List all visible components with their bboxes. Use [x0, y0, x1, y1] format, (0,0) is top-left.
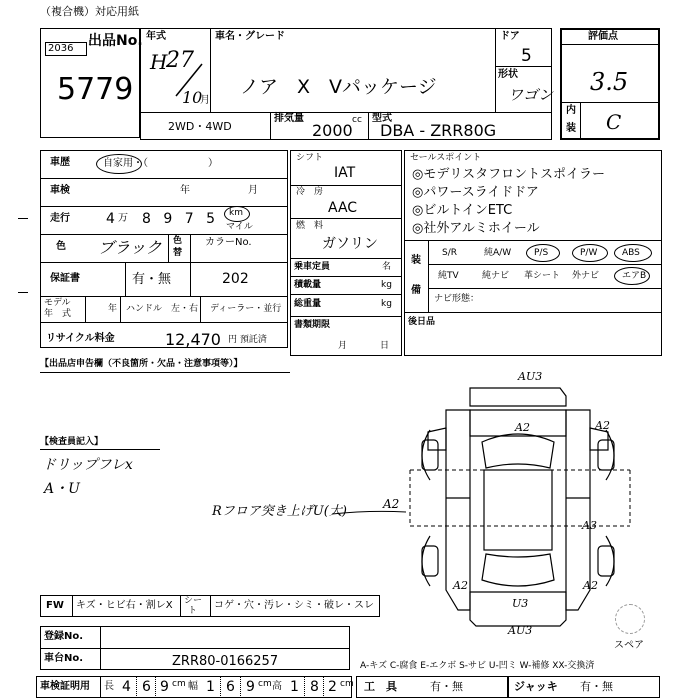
spare-label: スペア	[614, 640, 644, 651]
model-spec-label-1: モデル	[44, 298, 71, 308]
height-d2: 8	[310, 679, 319, 695]
history-box	[40, 150, 288, 348]
equip-label-2: 備	[411, 285, 421, 296]
sales-label: セールスポイント	[410, 153, 482, 163]
equip-pw: P/W	[580, 248, 598, 258]
mark-bottom: AU3	[508, 624, 533, 637]
inspector-label: 【検査員記入】	[40, 437, 104, 447]
inspection-label: 車検	[50, 185, 70, 196]
length-unit: cm	[172, 679, 186, 689]
inspector-a2-label: A2	[383, 497, 400, 511]
fuel-value: ガソリン	[322, 236, 378, 252]
interior-grade: C	[606, 110, 622, 134]
width-label: 幅	[188, 681, 198, 692]
fw-value: キズ・ヒビ右・割レX	[76, 600, 173, 611]
equip-genuine-navi: 純ナビ	[482, 271, 510, 281]
month-unit: 月	[200, 95, 210, 106]
history-label: 車歴	[50, 157, 70, 168]
reg-label: 登録No.	[44, 631, 84, 642]
fw-label: FW	[46, 600, 64, 611]
shift-label: シフト	[296, 153, 324, 163]
capacity-unit: 名	[382, 262, 392, 272]
length-d1: 4	[122, 679, 140, 695]
stamp-number: 2036	[48, 43, 74, 54]
cert-label: 車検証明用	[40, 681, 90, 692]
equip-sr: S/R	[442, 248, 457, 258]
gross-unit: kg	[381, 299, 392, 309]
lot-number: 5779	[57, 72, 134, 107]
model-spec-label-2: 年 式	[44, 309, 72, 319]
mileage-man-unit: 万	[118, 213, 128, 224]
gross-label: 総重量	[294, 299, 322, 309]
spare-tire-icon	[615, 604, 645, 634]
width-d2: 6	[226, 679, 235, 695]
seller-notes-label: 【出品店申告欄（不良箇所・欠品・注意事項等）】	[40, 359, 243, 369]
dealer-value: ディーラー・並行	[210, 304, 282, 314]
length-d2: 6	[142, 679, 151, 695]
seat-label-1: シー	[184, 596, 203, 606]
load-label: 積載量	[294, 280, 322, 290]
doc-day: 日	[380, 341, 390, 351]
mark-top: AU3	[518, 370, 543, 383]
jack-value: 有・無	[580, 680, 613, 693]
mileage-unit: km	[229, 208, 243, 218]
color-change-1: 色	[173, 236, 183, 246]
inspector-note-2: A・U	[44, 481, 80, 497]
model-label: 型式	[372, 113, 392, 124]
inspector-note-3: Rフロア突き上げU(大)	[212, 504, 347, 519]
doors-value: 5	[521, 46, 532, 66]
equip-leather: 革シート	[524, 271, 561, 281]
mileage-rest: 8 9 7 5	[142, 211, 219, 227]
capacity-label: 乗車定員	[294, 262, 331, 272]
handle-value: ハンドル 左・右	[126, 304, 199, 314]
ac-label: 冷 房	[296, 187, 324, 197]
width-d1: 1	[206, 679, 215, 695]
sheet-title: （複合機）対応用紙	[40, 5, 139, 18]
mark-a2-right-top: A2	[595, 419, 610, 432]
grade-score: 3.5	[590, 68, 629, 96]
load-unit: kg	[381, 280, 392, 290]
height-label: 高	[272, 681, 282, 692]
vehicle-name: ノア X Vパッケージ	[240, 76, 437, 98]
name-label: 車名・グレード	[215, 31, 285, 42]
equip-abs: ABS	[622, 248, 640, 258]
rear-items-label: 後日品	[408, 317, 436, 327]
damage-legend: A-キズ C-腐食 E-エクボ S-サビ U-凹ミ W-補修 XX-交換済	[360, 661, 595, 671]
sales-point-3: ◎ビルトインETC	[412, 203, 513, 218]
year-era: H	[150, 50, 168, 74]
lot-label: 出品No.	[88, 33, 143, 49]
shape-value: ワゴン	[508, 86, 554, 104]
recycle-label: リサイクル料金	[46, 333, 115, 344]
doc-label: 書類期限	[294, 320, 331, 330]
interior-label-2: 装	[566, 123, 576, 134]
width-unit: cm	[258, 679, 272, 689]
color-no-label: カラーNo.	[205, 237, 252, 248]
height-unit: cm	[340, 679, 354, 689]
model-spec-year: 年	[108, 304, 118, 314]
sales-point-4: ◎社外アルミホイール	[412, 221, 540, 236]
equip-ps: P/S	[534, 248, 549, 258]
ac-value: AAC	[328, 200, 358, 216]
warranty-value: 有・無	[132, 272, 172, 287]
width-d3: 9	[246, 679, 255, 695]
mileage-man: 4	[106, 211, 115, 227]
equip-aftermarket-navi: 外ナビ	[572, 271, 600, 281]
sales-point-2: ◎パワースライドドア	[412, 185, 539, 200]
mark-a2-top: A2	[515, 421, 530, 434]
mark-u3: U3	[512, 597, 529, 610]
year-value: 27	[166, 48, 194, 73]
sales-point-1: ◎モデリスタフロントスポイラー	[412, 167, 605, 182]
mark-a2-bottom-left: A2	[453, 579, 468, 592]
length-d3: 9	[160, 679, 169, 695]
length-label: 長	[104, 681, 114, 692]
warranty-label: 保証書	[50, 273, 80, 284]
height-d1: 1	[290, 679, 299, 695]
color-value: ブラック	[98, 238, 162, 257]
equip-genuine-tv: 純TV	[438, 271, 459, 281]
inspection-month: 月	[248, 185, 258, 196]
color-change-2: 替	[173, 248, 183, 258]
chassis-number: ZRR80-0166257	[172, 654, 279, 669]
fuel-label: 燃 料	[296, 221, 324, 231]
equip-label-1: 装	[411, 255, 421, 266]
displacement-value: 2000	[312, 121, 353, 140]
interior-label-1: 内	[566, 105, 576, 116]
mark-a3: A3	[582, 519, 597, 532]
equip-airbag: エアB	[622, 271, 647, 281]
mileage-unit-alt: マイル	[226, 222, 253, 232]
inspection-year: 年	[180, 185, 190, 196]
chassis-label: 車台No.	[44, 653, 84, 664]
model-value: DBA - ZRR80G	[380, 121, 497, 140]
seat-label-2: ト	[188, 606, 198, 616]
tools-label: 工 具	[364, 680, 397, 693]
mark-a2-bottom-right: A2	[583, 579, 598, 592]
navi-label: ナビ形態：	[434, 294, 480, 304]
drive-type: 2WD・4WD	[168, 120, 232, 133]
color-label: 色	[56, 241, 66, 252]
color-no-value: 202	[222, 271, 249, 287]
mileage-label: 走行	[50, 213, 70, 224]
doors-label: ドア	[500, 31, 520, 42]
history-value: 自家用・（ ）	[103, 158, 218, 169]
shift-value: IAT	[334, 165, 356, 181]
height-d3: 2	[328, 679, 337, 695]
month-value: 10	[182, 88, 203, 107]
tools-value: 有・無	[430, 680, 463, 693]
equip-genuine-aw: 純A/W	[484, 248, 512, 258]
grade-label: 評価点	[588, 31, 618, 42]
jack-label: ジャッキ	[514, 680, 558, 693]
shape-label: 形状	[498, 69, 518, 80]
recycle-fee: 12,470	[165, 330, 221, 349]
inspector-note-1: ドリップフレx	[42, 457, 133, 473]
displacement-unit: cc	[352, 115, 362, 125]
seat-value: コゲ・穴・汚レ・シミ・破レ・スレ	[214, 600, 374, 611]
doc-month: 月	[338, 341, 348, 351]
year-label: 年式	[146, 31, 166, 42]
displacement-label: 排気量	[274, 113, 304, 124]
recycle-unit: 円 預託済	[228, 335, 267, 345]
